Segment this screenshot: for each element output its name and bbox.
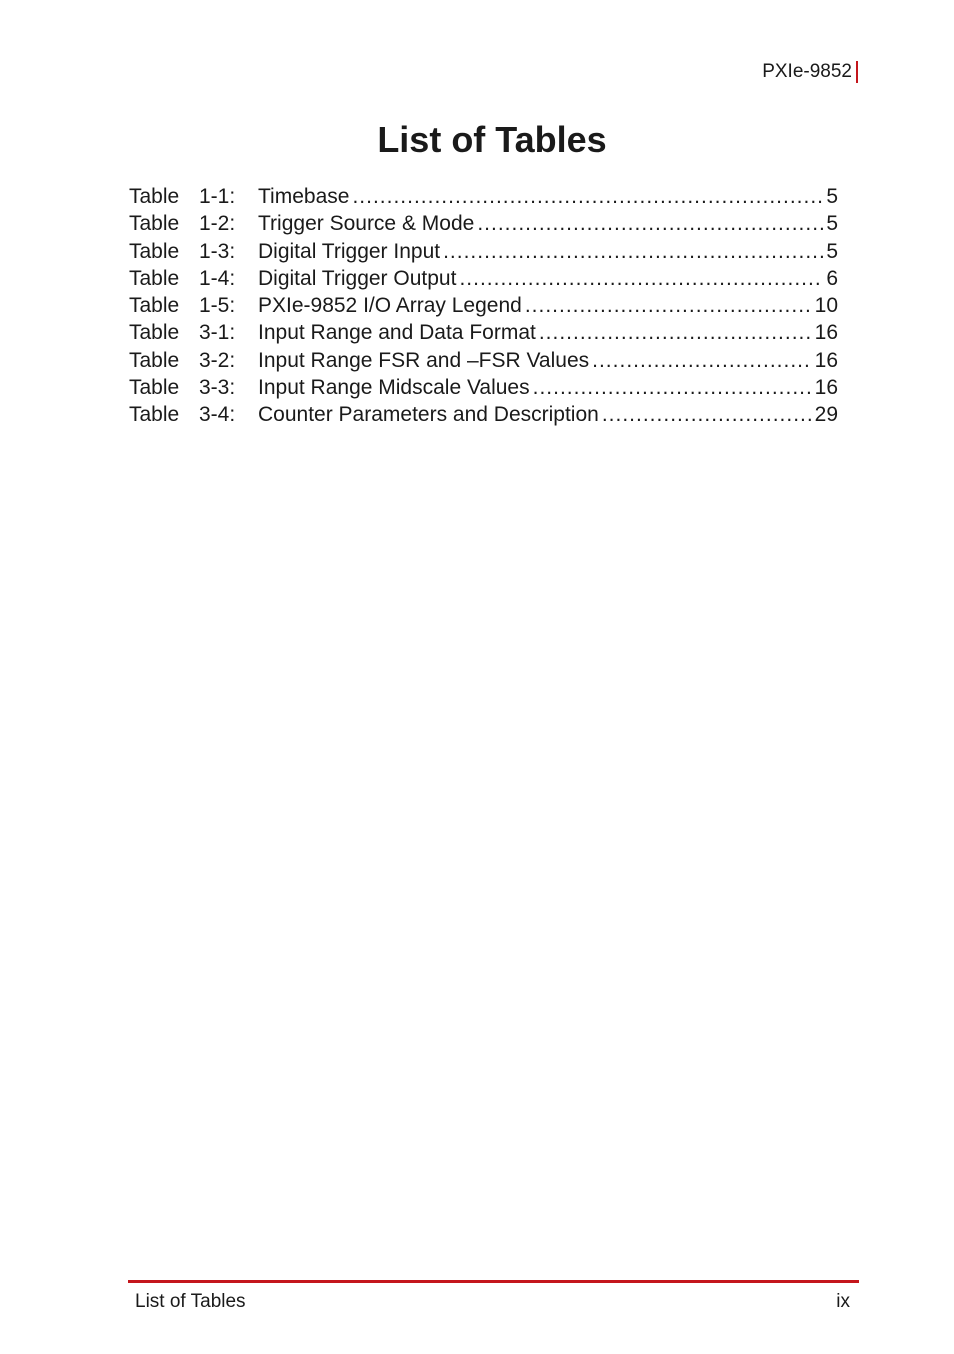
header-product-name: PXIe-9852 (762, 61, 852, 82)
toc-entry-title[interactable]: Digital Trigger Input (258, 239, 441, 263)
toc-entry-leader (539, 319, 812, 346)
toc-entry-title[interactable]: Counter Parameters and Description (258, 403, 599, 427)
toc-entry-label: Table 3-4: (129, 403, 236, 427)
toc-entry-page[interactable]: 5 (826, 185, 838, 208)
toc-entry-page[interactable]: 6 (826, 266, 838, 290)
header-product (762, 60, 858, 84)
toc-entry-page[interactable]: 16 (814, 376, 838, 400)
toc-entry-label: Table 1-5: (129, 294, 236, 318)
toc-entry-leader (592, 347, 812, 374)
toc-entry-title[interactable]: Input Range and Data Format (258, 321, 536, 345)
toc-entry-label: Table 1-4: (129, 266, 236, 290)
toc-entry-leader (352, 183, 823, 210)
toc-entry-page[interactable]: 29 (814, 403, 838, 427)
header-accent-bar (856, 61, 858, 83)
toc-entry-leader (443, 238, 823, 265)
footer-page-number: ix (836, 1291, 850, 1312)
toc-entry-page[interactable]: 5 (826, 212, 838, 236)
toc-entry-title[interactable]: PXIe-9852 I/O Array Legend (258, 294, 522, 318)
toc-entry[interactable] (129, 374, 838, 401)
toc-entry-leader (525, 292, 812, 319)
toc-entry-label: Table 3-1: (129, 321, 236, 345)
toc-entry-title[interactable]: Digital Trigger Output (258, 266, 457, 290)
toc-entry-page[interactable]: 16 (814, 348, 838, 372)
footer-rule (128, 1280, 859, 1283)
toc-entry-title[interactable]: Input Range Midscale Values (258, 376, 530, 400)
toc-entry-title[interactable]: Trigger Source & Mode (258, 212, 475, 236)
toc-entry-title[interactable]: Input Range FSR and –FSR Values (258, 348, 590, 372)
toc-entry[interactable] (129, 265, 838, 292)
toc-entry[interactable] (129, 292, 838, 319)
page-title: List of Tables (377, 119, 607, 160)
toc-entry[interactable] (129, 347, 838, 374)
toc-entry-leader (602, 401, 812, 428)
toc-entry[interactable] (129, 319, 838, 346)
toc-entry-label: Table 1-3: (129, 239, 236, 263)
toc-entry-page[interactable]: 10 (814, 294, 838, 318)
toc-entry-label: Table 3-2: (129, 348, 236, 372)
toc-entry-leader (459, 265, 823, 292)
toc-entry-leader (533, 374, 812, 401)
toc-entry-label: Table 3-3: (129, 376, 236, 400)
footer-section-title: List of Tables (135, 1291, 246, 1312)
toc-entry-label: Table 1-1: (129, 185, 236, 208)
toc-entry[interactable] (129, 210, 838, 237)
toc-entry[interactable] (129, 183, 838, 210)
toc-entry-leader (477, 210, 823, 237)
table-of-tables (129, 183, 838, 429)
toc-entry-page[interactable]: 16 (814, 321, 838, 345)
toc-entry[interactable] (129, 401, 838, 428)
toc-entry-label: Table 1-2: (129, 212, 236, 236)
toc-entry-page[interactable]: 5 (826, 239, 838, 263)
toc-entry-title[interactable]: Timebase (258, 185, 350, 208)
toc-entry[interactable] (129, 238, 838, 265)
